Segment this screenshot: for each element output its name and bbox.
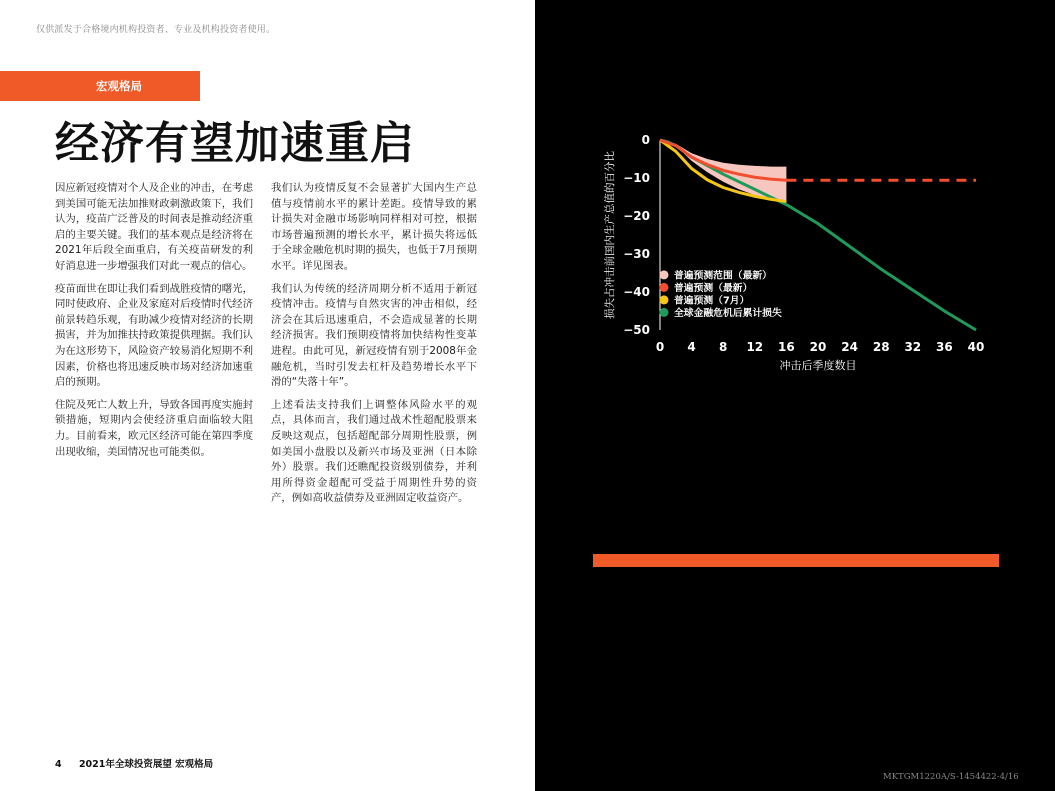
accent-bar [593,554,999,567]
x-axis-label: 冲击后季度数目 [779,359,857,372]
x-tick-label: 28 [872,340,890,354]
page-title: 经济有望加速重启 [55,118,415,169]
legend-marker [660,295,669,304]
section-tag-label: 宏观格局 [96,79,142,93]
document-code: MKTGM1220A/S-1454422-4/16 [883,772,1019,782]
legend-marker [660,270,669,279]
x-tick-label: 4 [687,340,696,354]
legend-marker [660,283,669,292]
paragraph: 疫苗面世在即让我们看到战胜疫情的曙光，同时使政府、企业及家庭对后疫情时代经济前景转趋乐观，有助减少疫情对经济的长期损害，并为加推扶持政策提供理据。我们认为在这形势下，风险资产较易消化短期不利因素，价格也将迅速反映市场对经济加速重启的预期。 [55,282,253,389]
x-tick-label: 24 [841,340,858,354]
x-tick-label: 32 [904,340,922,354]
paragraph: 我们认为疫情反复不会显著扩大国内生产总值与疫情前水平的累计差距。疫情导致的累计损失对金融市场影响同样相对可控，根据市场普遍预测的增长水平，累计损失将远低于全球金融危机时期的损失，也低于7月预期水平。详见图表。 [271,182,477,272]
y-axis-label: 损失占冲击前国内生产总值的百分比 [604,151,616,319]
paragraph: 上述看法支持我们上调整体风险水平的观点，具体而言，我们通过战术性超配股票来反映这观点，包括超配部分周期性股票，例如美国小盘股以及新兴市场及亚洲（日本除外）股票。我们还瞧配投资级别债券，并利用所得资金超配可受益于周期性升势的资产，例如高收益债券及亚洲固定收益资产。 [271,398,477,505]
x-tick-label: 36 [936,340,953,354]
body-column-2 [271,181,477,514]
legend-label: 全球金融危机后累计损失 [674,308,782,320]
y-tick-label: −40 [623,285,650,299]
x-tick-label: 8 [719,340,728,354]
y-tick-label: −30 [623,247,650,261]
x-tick-label: 0 [655,340,665,354]
legend-label: 普遍预测（7月） [674,295,750,307]
x-tick-label: 16 [778,340,795,354]
paragraph: 我们认为传统的经济周期分析不适用于新冠疫情冲击。疫情与自然灾害的冲击相似，经济会在其后迅速重启，不会造成显著的长期经济损害。我们预期疫情将加快结构性变革进程。由此可见，新冠疫情有别于2008年金融危机，当时引发去杠杆及趋势增长水平下滑的“失落十年”。 [271,282,477,389]
body-column-1 [55,181,253,467]
paragraph: 因应新冠疫情对个人及企业的冲击，在考虑到美国可能无法加推财政刺激政策下，我们认为，疫苗广泛普及的时间表是推动经济重启的主要关键。我们的基本观点是经济将在2021年后段全面重启，有关疫苗研发的利好消息进一步增强我们对此一观点的信心。 [55,182,253,272]
x-tick-label: 12 [746,340,764,354]
footer-title: 2021年全球投资展望 宏观格局 [78,759,214,770]
x-tick-label: 20 [809,340,827,354]
chart-subtitle: 全球金融危机后的美国国内生产总值缺口及疫情冲击产生的估计损失对比 [593,106,929,118]
y-tick-label: −10 [623,171,650,185]
y-tick-label: −50 [623,323,650,337]
section-tag [0,71,200,101]
page-number: 4 [55,759,62,770]
x-tick-label: 40 [967,340,985,354]
legend-label: 普遍预测范围（最新） [674,270,772,282]
page-footer [55,756,213,770]
legend-label: 普遍预测（最新） [674,283,753,295]
pull-quote: 疫苗面世在即让我们看到战胜疫情的曙光，同时令政府、企业及家庭对后疫情时代经济前景转趋乐观。 [593,583,996,628]
gdp-loss-chart [593,125,1003,375]
source-note: 信息来源：贝莱德智库，数据来自Reuters News，截至2020年11月。注：绿色线显示自2007年底起的累计经济损失，即美国当时估计名义国内生产总值与假设其按全球金融危机前的趋势水平增长（每年3.4%）的差距。橙色实线显示对新冠疫情导致的累计经济损失的最新估计，以2019年底为起始点计量，并假设危机前趋势增长水平为3.35%（新冠疫情爆发前20年的平均值）。国内生产总值估计反映Reuters在2020年9月25日刊发的经济学家调查的中位数。仅依据16个季度的调查数据。我们假设在该时间点后回归趋势增长水平（橙色虚线）。黄色线显示截至2020年7月的估计累计损失。仅供说明。概不保证任何预测将可实现。假设情境受若干重要限制所局限，特别是疫情仍在发展中，是否导致更广泛的经济活动停摆仍有待观察。 [593,407,995,538]
disclaimer: 仅供派发于合格境内机构投资者、专业及机构投资者使用。 [36,25,276,35]
chart-title: 经济损失较小 [593,89,659,102]
y-tick-label: −20 [623,209,650,223]
legend-marker [660,308,669,317]
paragraph: 住院及死亡人数上升，导致各国再度实施封锁措施，短期内会使经济重启面临较大阻力。目前看来，欧元区经济可能在第四季度出现收缩，美国情况也可能类似。 [55,398,253,458]
y-tick-label: 0 [641,133,650,147]
